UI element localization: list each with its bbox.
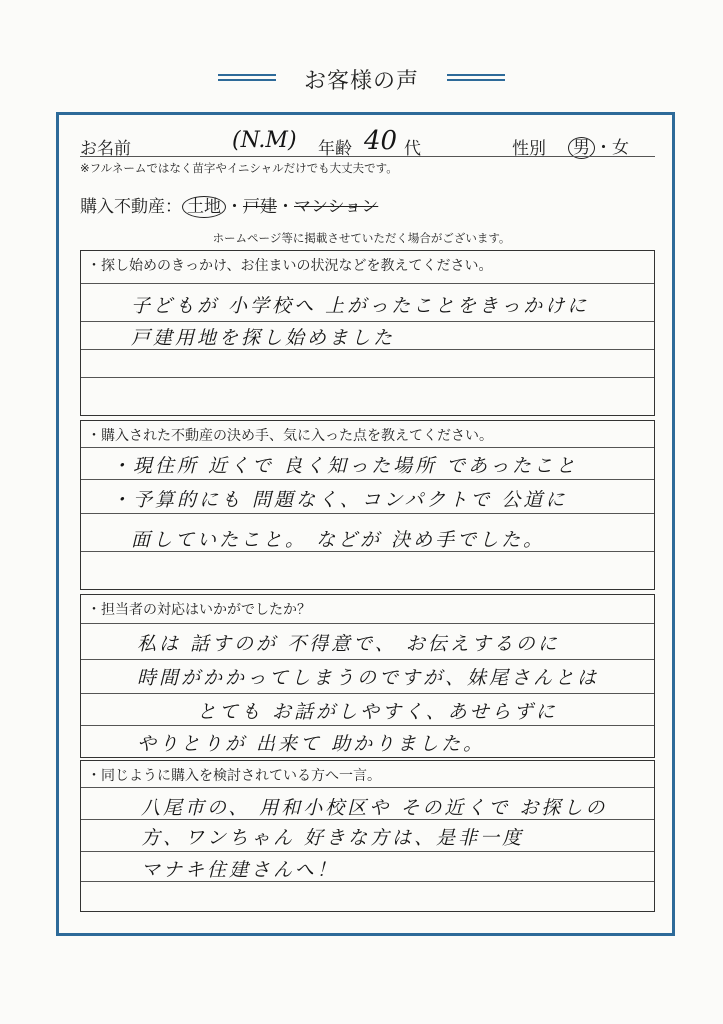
property-separator-1: ・ <box>226 197 243 217</box>
publish-note: ホームページ等に掲載させていただく場合がございます。 <box>212 231 511 245</box>
page-title: お客様の声 <box>303 69 419 94</box>
ruled-line <box>81 447 654 448</box>
section-question-1: ・探し始めのきっかけ、お住まいの状況などを教えてください。 <box>87 258 493 274</box>
gender-label: 性別 <box>512 139 546 159</box>
title-decoration-right <box>447 74 505 81</box>
ruled-line <box>81 321 654 322</box>
section-answer-3-1: 私は 話すのが 不得意で、 お伝えするのに <box>137 633 560 655</box>
section-question-3: ・担当者の対応はいかがでしたか？ <box>87 602 311 618</box>
age-label: 年齢 <box>318 139 352 159</box>
section-box-4 <box>80 760 655 912</box>
ruled-line <box>81 623 654 624</box>
name-label: お名前 <box>80 139 131 159</box>
section-answer-2-1: ・現住所 近くで 良く知った場所 であったこと <box>111 455 578 477</box>
age-unit: 代 <box>404 139 421 159</box>
ruled-line <box>81 725 654 726</box>
property-label: 購入不動産： <box>80 197 182 217</box>
section-answer-1-1: 子どもが 小学校へ 上がったことをきっかけに <box>131 295 590 317</box>
section-box-3 <box>80 594 655 758</box>
section-answer-3-2: 時間がかかってしまうのですが、妹尾さんとは <box>137 667 600 689</box>
name-value: (N.M) <box>232 128 297 153</box>
ruled-line <box>81 787 654 788</box>
section-box-1 <box>80 250 655 416</box>
gender-separator: ・ <box>595 138 612 158</box>
title-area <box>0 64 723 104</box>
section-answer-3-3: とても お話がしやすく、あせらずに <box>197 701 558 723</box>
property-land: 土地 <box>182 196 226 218</box>
section-question-2: ・購入された不動産の決め手、気に入った点を教えてください。 <box>87 428 493 444</box>
property-mansion: マンション <box>294 197 379 217</box>
section-answer-2-2: ・予算的にも 問題なく、コンパクトで 公道に <box>111 489 568 511</box>
property-row <box>80 192 378 217</box>
gender-options <box>568 133 629 158</box>
name-note: ※フルネームではなく苗字やイニシャルだけでも大丈夫です。 <box>80 161 398 175</box>
section-answer-2-3: 面していたこと。 などが 決め手でした。 <box>131 529 546 551</box>
section-box-2 <box>80 420 655 590</box>
section-question-4: ・同じように購入を検討されている方へ一言。 <box>87 768 381 784</box>
ruled-line <box>81 693 654 694</box>
property-house: 戸建 <box>243 197 277 217</box>
section-answer-3-4: やりとりが 出来て 助かりました。 <box>137 733 486 755</box>
ruled-line <box>81 377 654 378</box>
property-separator-2: ・ <box>277 197 294 217</box>
age-value: 40 <box>364 126 398 156</box>
ruled-line <box>81 479 654 480</box>
ruled-line <box>81 851 654 852</box>
section-answer-4-3: マナキ住建さんへ！ <box>141 859 339 881</box>
name-underline <box>80 156 655 157</box>
ruled-line <box>81 513 654 514</box>
section-answer-4-1: 八尾市の、 用和小校区や その近くで お探しの <box>141 797 608 819</box>
ruled-line <box>81 659 654 660</box>
gender-male: 男 <box>568 137 595 159</box>
ruled-line <box>81 283 654 284</box>
section-answer-1-2: 戸建用地を探し始めました <box>131 327 396 349</box>
section-answer-4-2: 方、ワンちゃん 好きな方は、是非一度 <box>141 827 525 849</box>
gender-female: 女 <box>612 138 629 158</box>
